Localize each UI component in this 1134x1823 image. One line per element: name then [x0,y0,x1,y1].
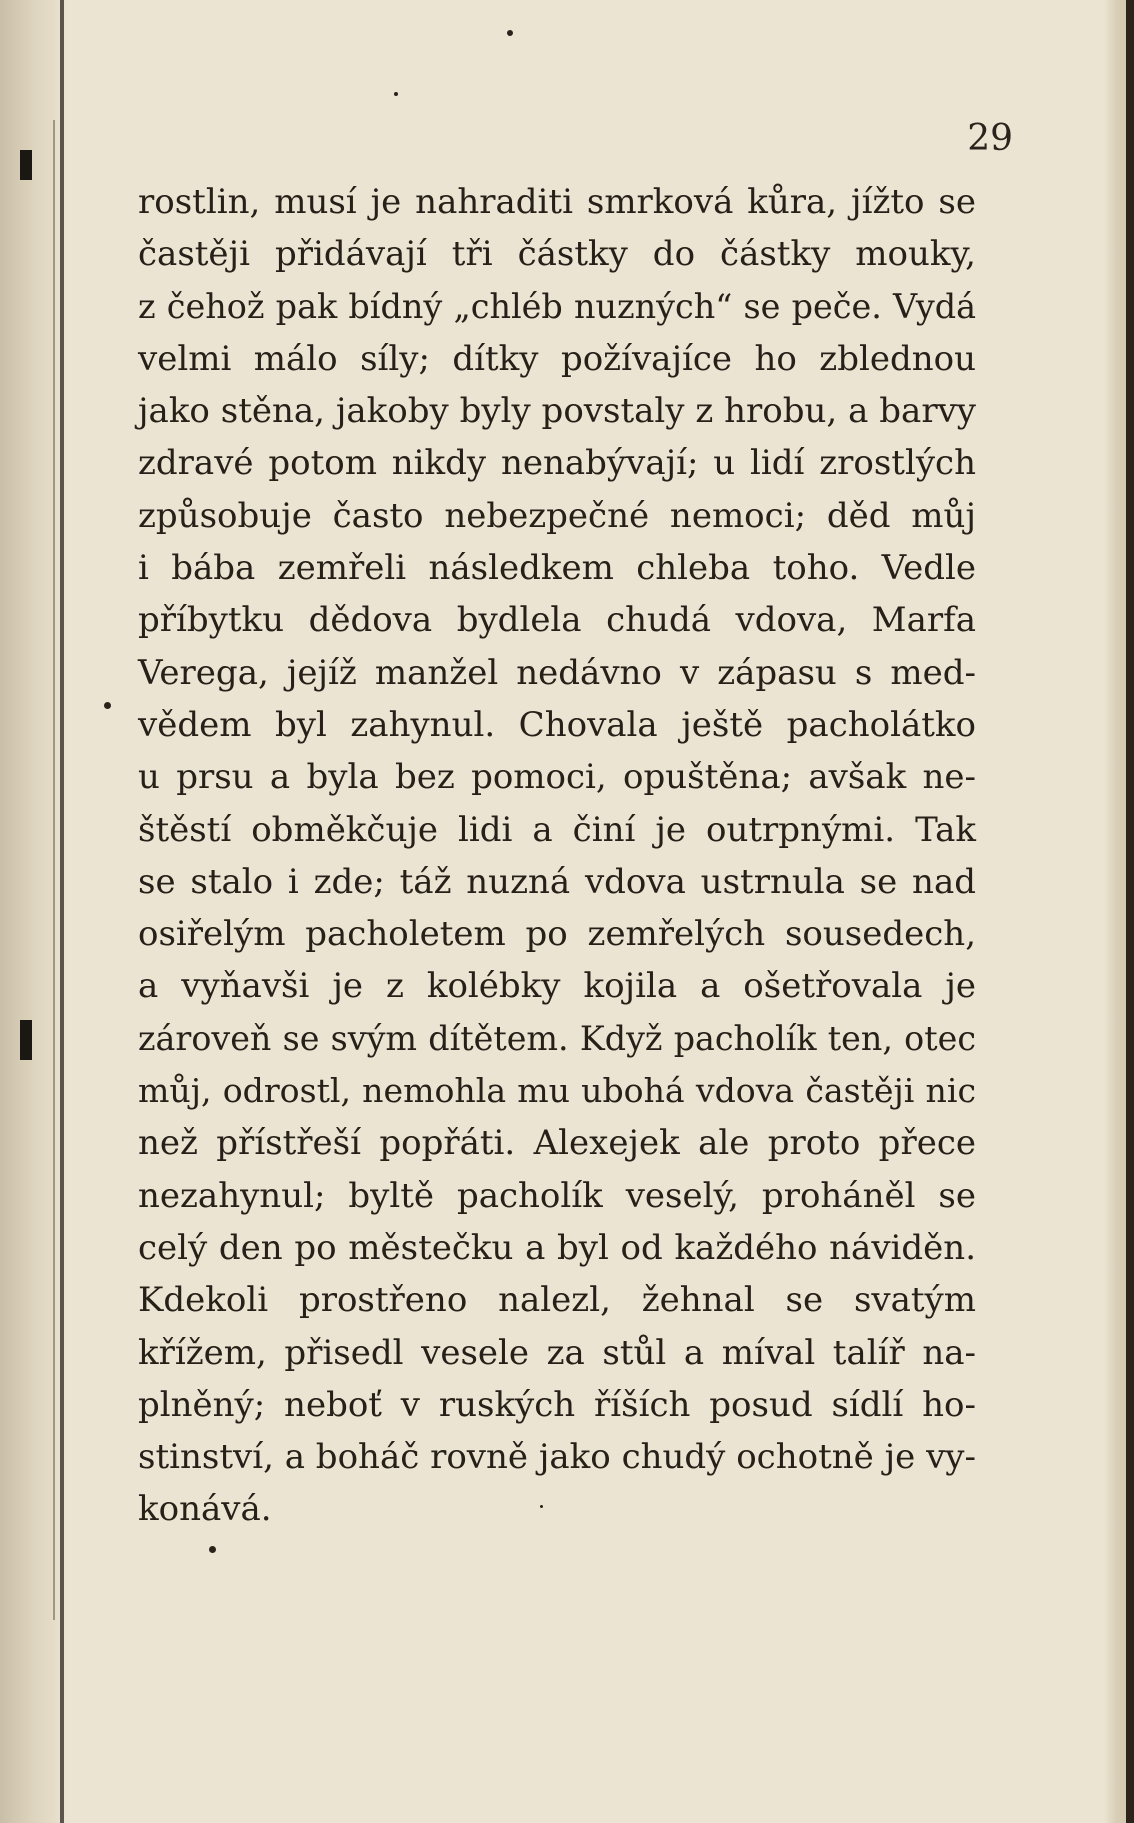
text-line: vědem byl zahynul. Chovala ještě pacholátko [138,704,976,745]
text-line: křížem, přisedl vesele za stůl a míval talíř na- [138,1332,976,1373]
page-number: 29 [967,118,1013,159]
text-line: z čehož pak bídný „chléb nuzných“ se peče. Vydá [138,286,976,326]
text-line: plněný; neboť v ruských říších posud sídlí ho- [138,1384,976,1425]
text-line: i bába zemřeli následkem chleba toho. Vedle [138,548,976,589]
body-text [138,176,976,1536]
text-line: nezahynul; byltě pacholík veselý, proháněl se [138,1175,976,1216]
text-line: velmi málo síly; dítky požívajíce ho zblednou [138,338,976,379]
text-line: jako stěna, jakoby byly povstaly z hrobu, a barvy [138,391,976,432]
text-line: Verega, jejíž manžel nedávno v zápasu s med- [138,652,976,693]
text-line: se stalo i zde; táž nuzná vdova ustrnula se nad [138,861,976,902]
text-line: častěji přidávají tři částky do částky mouky, [138,234,976,275]
text-line: můj, odrostl, nemohla mu ubohá vdova častěji nic [138,1071,976,1111]
text-line: štěstí obměkčuje lidi a činí je outrpnými. Tak [138,809,976,850]
ink-speck [507,30,513,36]
text-line: u prsu a byla bez pomoci, opuštěna; avšak ne- [138,757,976,798]
text-line: stinství, a boháč rovně jako chudý ochotně je vy- [138,1437,976,1478]
page-right-border [1126,0,1134,1823]
binding-edge [60,0,64,1823]
ink-speck [209,1546,216,1553]
text-line: zároveň se svým dítětem. Když pacholík ten, otec [138,1018,976,1058]
ink-speck [540,1505,543,1508]
text-line: celý den po městečku a byl od každého náviděn. [138,1227,976,1268]
binding-mark [20,150,32,180]
binding-mark [20,1020,32,1060]
text-line: Kdekoli prostřeno nalezl, žehnal se svatým [138,1280,976,1321]
ink-speck [104,702,111,709]
ink-speck [394,92,398,96]
text-line: rostlin, musí je nahraditi smrková kůra, jížto se [138,182,976,222]
text-line: než přístřeší popřáti. Alexejek ale proto přece [138,1123,976,1164]
text-line: konává. [138,1489,272,1530]
binding-edge-inner [53,120,55,1620]
text-line: způsobuje často nebezpečné nemoci; děd můj [138,495,976,536]
text-line: osiřelým pacholetem po zemřelých sousedech, [138,914,976,955]
text-line: příbytku dědova bydlela chudá vdova, Marfa [138,600,976,641]
text-line: zdravé potom nikdy nenabývají; u lidí zrostlých [138,443,976,484]
text-line: a vyňavši je z kolébky kojila a ošetřovala je [138,966,976,1007]
